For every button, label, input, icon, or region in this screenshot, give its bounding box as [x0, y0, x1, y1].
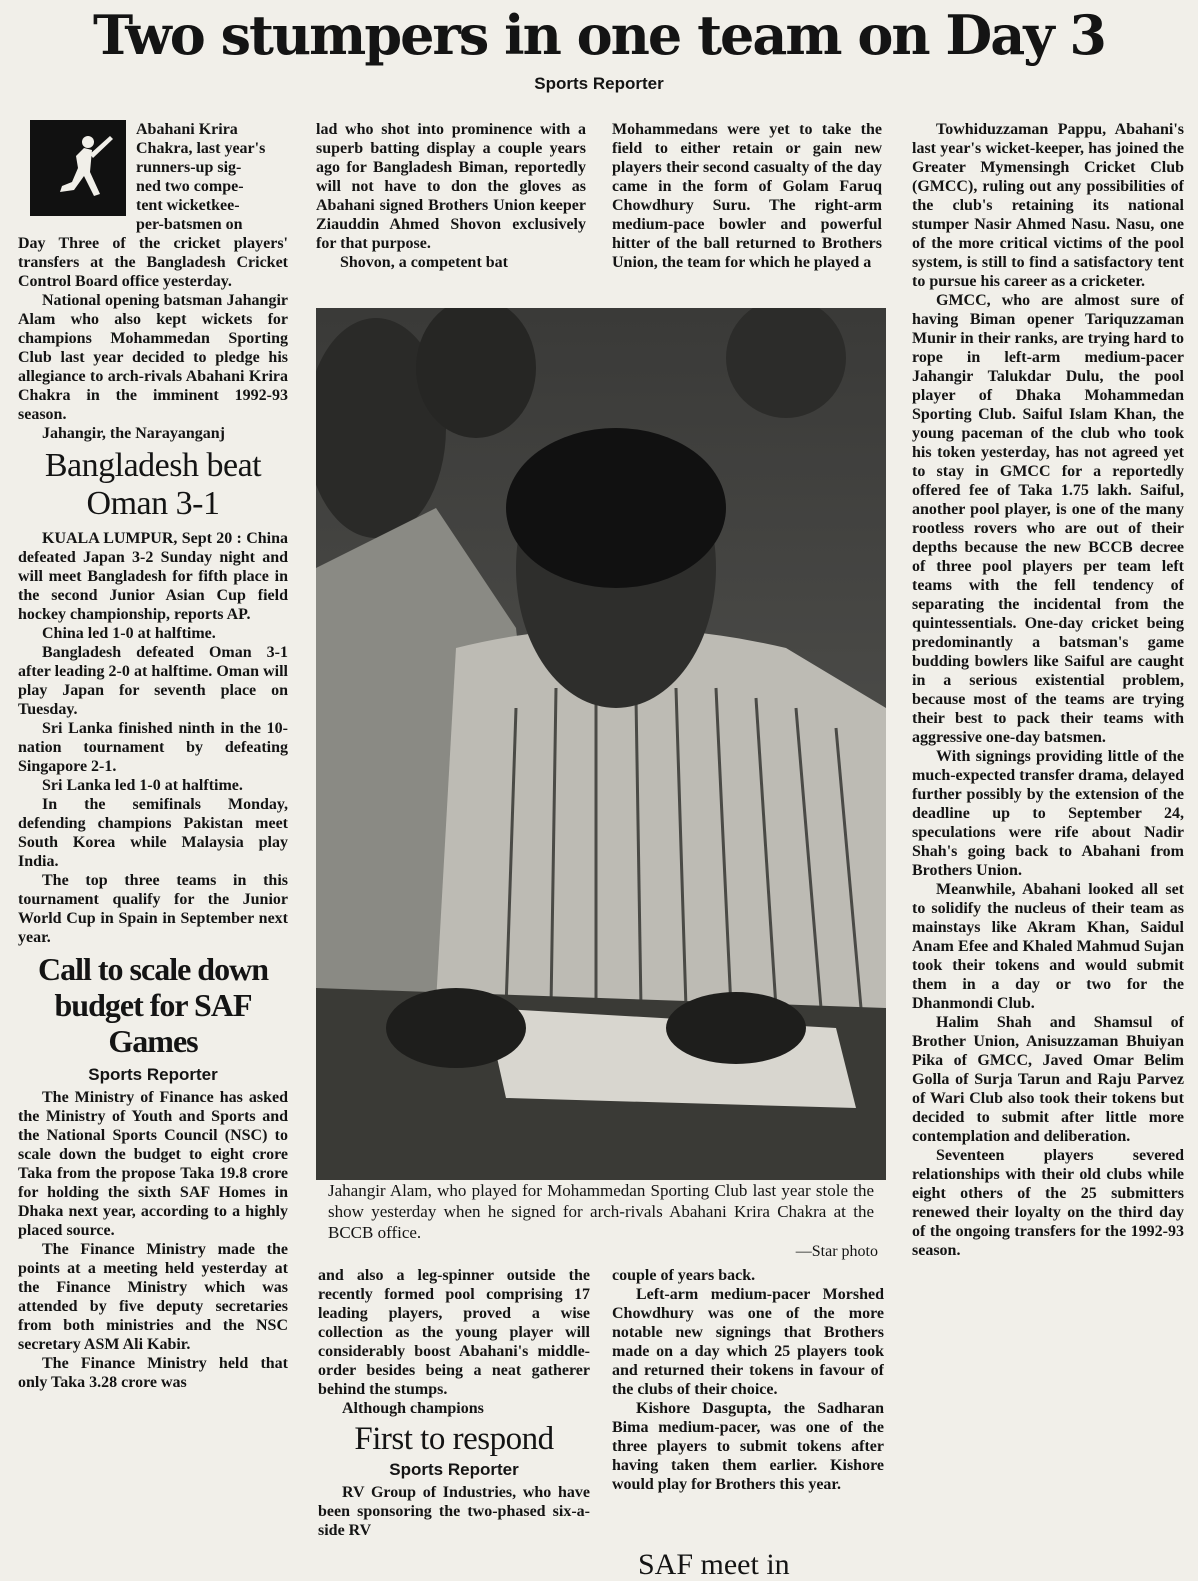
paragraph: Bangladesh defeated Oman 3-1 after leading 2-0 at halftime. Oman will play Japan for seventh place on Tuesday.	[18, 644, 288, 718]
paragraph: couple of years back.	[612, 1267, 756, 1284]
column-2-bottom	[318, 1266, 590, 1568]
paragraph: Mohammedans were yet to take the field to either retain or gain new players their second casualty of the day came in the form of Golam Faruq Chowdhury Suru. The right-arm medium-pace bowler and powerful hitter of the ball returned to Brothers Union, the team for which he played a	[612, 121, 882, 271]
paragraph: National opening batsman Jahangir Alam who also kept wickets for champions Mohammedan Sporting Club last year decided to pledge his allegiance to arch-rivals Abahani Krira Chakra in the imminent 1992-93 season.	[18, 292, 288, 423]
paragraph: Although champions	[342, 1400, 484, 1417]
paragraph: Kishore Dasgupta, the Sadharan Bima medium-pacer, was one of the three players to submit tokens after having taken them earlier. Kishore would play for Brothers this year.	[612, 1400, 884, 1493]
cricket-logo-icon	[30, 120, 126, 216]
photo-caption: Jahangir Alam, who played for Mohammedan Sporting Club last year stole the show yesterday when he signed for arch-rivals Abahani Krira Chakra at the BCCB office.	[328, 1181, 874, 1242]
paragraph: Sri Lanka led 1-0 at halftime.	[42, 777, 243, 794]
paragraph: KUALA LUMPUR, Sept 20 : China defeated Japan 3-2 Sunday night and will meet Bangladesh for fifth place in the second Junior Asian Cup field hockey championship, reports AP.	[18, 530, 288, 623]
paragraph: GMCC, who are almost sure of having Biman opener Tariquzzaman Munir in their ranks, are trying hard to rope in left-arm medium-pacer Jahangir Talukdar Dulu, the pool player of Dhaka Mohammedan Sporting Club. Saiful Islam Khan, the young paceman of the club who took his token yesterday, has not agreed yet to stay in GMCC for a reportedly offered fee of Taka 1.75 lakh. Saiful, another pool player, is one of the many rootless rovers who are out of their depths because the new BCCB decree of three pool players per team left teams with the fell tendency of separating the incidental from the quintessentials. One-day cricket being predominantly a batsman's game budding bowlers like Saiful are caught in a serious existential problem, because most of the teams are trying their best to pack their teams with aggressive one-day batsmen.	[912, 292, 1184, 746]
headline: Two stumpers in one team on Day 3	[93, 3, 1105, 67]
column-1	[18, 120, 288, 1568]
paragraph: Sri Lanka finished ninth in the 10-nation tournament by defeating Singapore 2-1.	[18, 720, 288, 775]
column-2-top	[316, 120, 586, 308]
lead-wrap: Abahani Krira Chakra, last year's runners-up sig- ned two compe- tent wicketkee- per-batsmen on	[136, 121, 266, 233]
paragraph: Meanwhile, Abahani looked all set to solidify the nucleus of their team as mainstays like Akram Khan, Saidul Anam Efee and Khaled Mahmud Sujan took their tokens and would submit them in a day or two for the Dhanmondi Club.	[912, 881, 1184, 1012]
paragraph: The Finance Ministry held that only Taka 3.28 crore was	[18, 1355, 288, 1391]
story-byline: Sports Reporter	[389, 1460, 519, 1479]
story-headline: Call to scale down budget for SAF Games	[38, 951, 268, 1059]
story-headline: First to respond	[354, 1421, 554, 1457]
paragraph: The Ministry of Finance has asked the Ministry of Youth and Sports and the National Sports Council (NSC) to scale down the budget to eight crore Taka from the propose Taka 19.8 crore for holding the sixth SAF Homes in Dhaka next year, according to a highly placed source.	[18, 1089, 288, 1239]
paragraph: and also a leg-spinner outside the recently formed pool comprising 17 leading players, proved a wise collection as the young player will considerably boost Abahani's middle-order besides being a neat gatherer behind the stumps.	[318, 1267, 590, 1398]
paragraph: Shovon, a competent bat	[340, 254, 509, 271]
paragraph: Seventeen players severed relationships with their old clubs while eight others of the 25 submitters renewed their loyalty on the third day of the ongoing transfers for the 1992-93 season.	[912, 1147, 1184, 1259]
column-3-top	[612, 120, 882, 308]
paragraph: Jahangir, the Narayanganj	[42, 425, 225, 442]
photo-credit: —Star photo	[795, 1243, 878, 1260]
paragraph: With signings providing little of the much-expected transfer drama, delayed further possibly by the extension of the deadline up to September 24, speculations were rife about Nadir Shah's going back to Abahani from Brothers Union.	[912, 748, 1184, 879]
paragraph: Day Three of the cricket players' transfers at the Bangladesh Cricket Control Board office yesterday.	[18, 235, 288, 290]
byline: Sports Reporter	[534, 74, 664, 93]
paragraph: Halim Shah and Shamsul of Brother Union, Anisuzzaman Bhuiyan Pika of GMCC, Javed Omar Belim Golla of Surja Tarun and Raju Parvez of Wari Club also took their tokens but decided to submit after little more contemplation and deliberation.	[912, 1014, 1184, 1145]
paragraph: lad who shot into prominence with a superb batting display a couple years ago for Bangladesh Biman, reportedly will not have to don the gloves as Abahani signed Brothers Union keeper Ziauddin Ahmed Shovon exclusively for that purpose.	[316, 121, 586, 252]
paragraph: The top three teams in this tournament qualify for the Junior World Cup in Spain in September next year.	[18, 872, 288, 946]
story-headline: Bangladesh beat Oman 3-1	[44, 447, 262, 522]
column-3-bottom	[612, 1266, 884, 1548]
story-byline: Sports Reporter	[88, 1065, 218, 1084]
news-photo	[316, 308, 886, 1180]
story-headline-cut: SAF meet in	[638, 1548, 790, 1581]
paragraph: In the semifinals Monday, defending champions Pakistan meet South Korea while Malaysia play India.	[18, 796, 288, 870]
paragraph: Left-arm medium-pacer Morshed Chowdhury was one of the more notable new signings that Brothers made on a day which 25 players took and returned their tokens in favour of the clubs of their choice.	[612, 1286, 884, 1398]
paragraph: Towhiduzzaman Pappu, Abahani's last year's wicket-keeper, has joined the Greater Mymensingh Cricket Club (GMCC), ruling out any possibilities of the club's retaining its national stumper Nasir Ahmed Nasu. Nasu, one of the more critical victims of the pool system, is still to find a satisfactory tent to pursue his career as a cricketer.	[912, 121, 1184, 290]
paragraph: The Finance Ministry made the points at a meeting held yesterday at the Finance Ministry which was attended by five deputy secretaries from both ministries and the NSC secretary ASM Ali Kabir.	[18, 1241, 288, 1353]
paragraph: China led 1-0 at halftime.	[42, 625, 216, 642]
column-4	[912, 120, 1184, 1560]
paragraph: RV Group of Industries, who have been sponsoring the two-phased six-a-side RV	[318, 1484, 590, 1539]
